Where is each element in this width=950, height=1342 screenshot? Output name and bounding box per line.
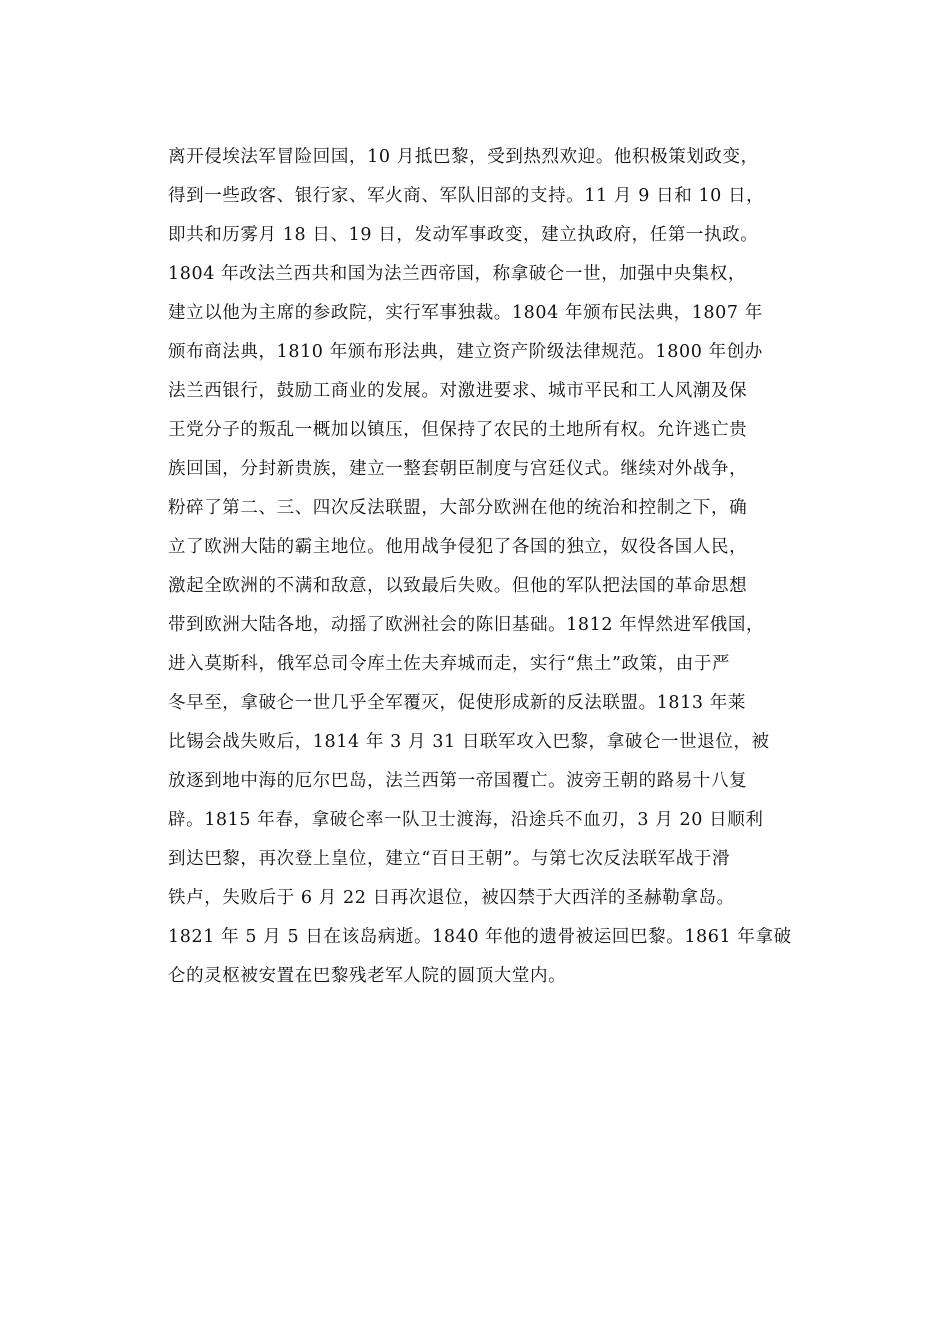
text-line: 颁布商法典，1810 年颁布形法典，建立资产阶级法律规范。1800 年创办 bbox=[168, 342, 763, 362]
text-line: 辟。1815 年春，拿破仑率一队卫士渡海，沿途兵不血刃，3 月 20 日顺利 bbox=[168, 810, 764, 830]
text-line: 1821 年 5 月 5 日在该岛病逝。1840 年他的遗骨被运回巴黎。1861 年拿破 bbox=[168, 927, 792, 947]
text-line: 离开侵埃法军冒险回国，10 月抵巴黎，受到热烈欢迎。他积极策划政变， bbox=[168, 147, 759, 167]
text-line: 得到一些政客、银行家、军火商、军队旧部的支持。11 月 9 日和 10 日， bbox=[168, 186, 765, 206]
text-line: 仑的灵枢被安置在巴黎残老军人院的圆顶大堂内。 bbox=[168, 966, 567, 986]
text-line: 族回国，分封新贵族，建立一整套朝臣制度与宫廷仪式。继续对外战争， bbox=[168, 459, 748, 479]
body-text bbox=[168, 138, 808, 996]
text-line: 冬早至，拿破仑一世几乎全军覆灭，促使形成新的反法联盟。1813 年莱 bbox=[168, 693, 746, 713]
text-line: 即共和历雾月 18 日、19 日，发动军事政变，建立执政府，任第一执政。 bbox=[168, 225, 759, 245]
text-line: 粉碎了第二、三、四次反法联盟，大部分欧洲在他的统治和控制之下，确 bbox=[168, 498, 748, 518]
text-line: 带到欧洲大陆各地，动摇了欧洲社会的陈旧基础。1812 年悍然进军俄国， bbox=[168, 615, 765, 635]
text-line: 王党分子的叛乱一概加以镇压，但保持了农民的土地所有权。允许逃亡贵 bbox=[168, 420, 748, 440]
text-line: 到达巴黎，再次登上皇位，建立“百日王朝”。与第七次反法联军战于滑 bbox=[168, 849, 731, 869]
text-line: 铁卢，失败后于 6 月 22 日再次退位，被囚禁于大西洋的圣赫勒拿岛。 bbox=[168, 888, 735, 908]
text-line: 激起全欧洲的不满和敌意，以致最后失败。但他的军队把法国的革命思想 bbox=[168, 576, 748, 596]
text-line: 法兰西银行，鼓励工商业的发展。对激进要求、城市平民和工人风潮及保 bbox=[168, 381, 748, 401]
text-line: 立了欧洲大陆的霸主地位。他用战争侵犯了各国的独立，奴役各国人民， bbox=[168, 537, 748, 557]
text-line: 放逐到地中海的厄尔巴岛，法兰西第一帝国覆亡。波旁王朝的路易十八复 bbox=[168, 771, 748, 791]
text-line: 1804 年改法兰西共和国为法兰西帝国，称拿破仑一世，加强中央集权， bbox=[168, 264, 746, 284]
text-line: 进入莫斯科，俄军总司令库土佐夫弃城而走，实行“焦土”政策，由于严 bbox=[168, 654, 731, 674]
text-line: 建立以他为主席的参政院，实行军事独裁。1804 年颁布民法典，1807 年 bbox=[168, 303, 763, 323]
text-line: 比锡会战失败后，1814 年 3 月 31 日联军攻入巴黎，拿破仑一世退位，被 bbox=[168, 732, 770, 752]
